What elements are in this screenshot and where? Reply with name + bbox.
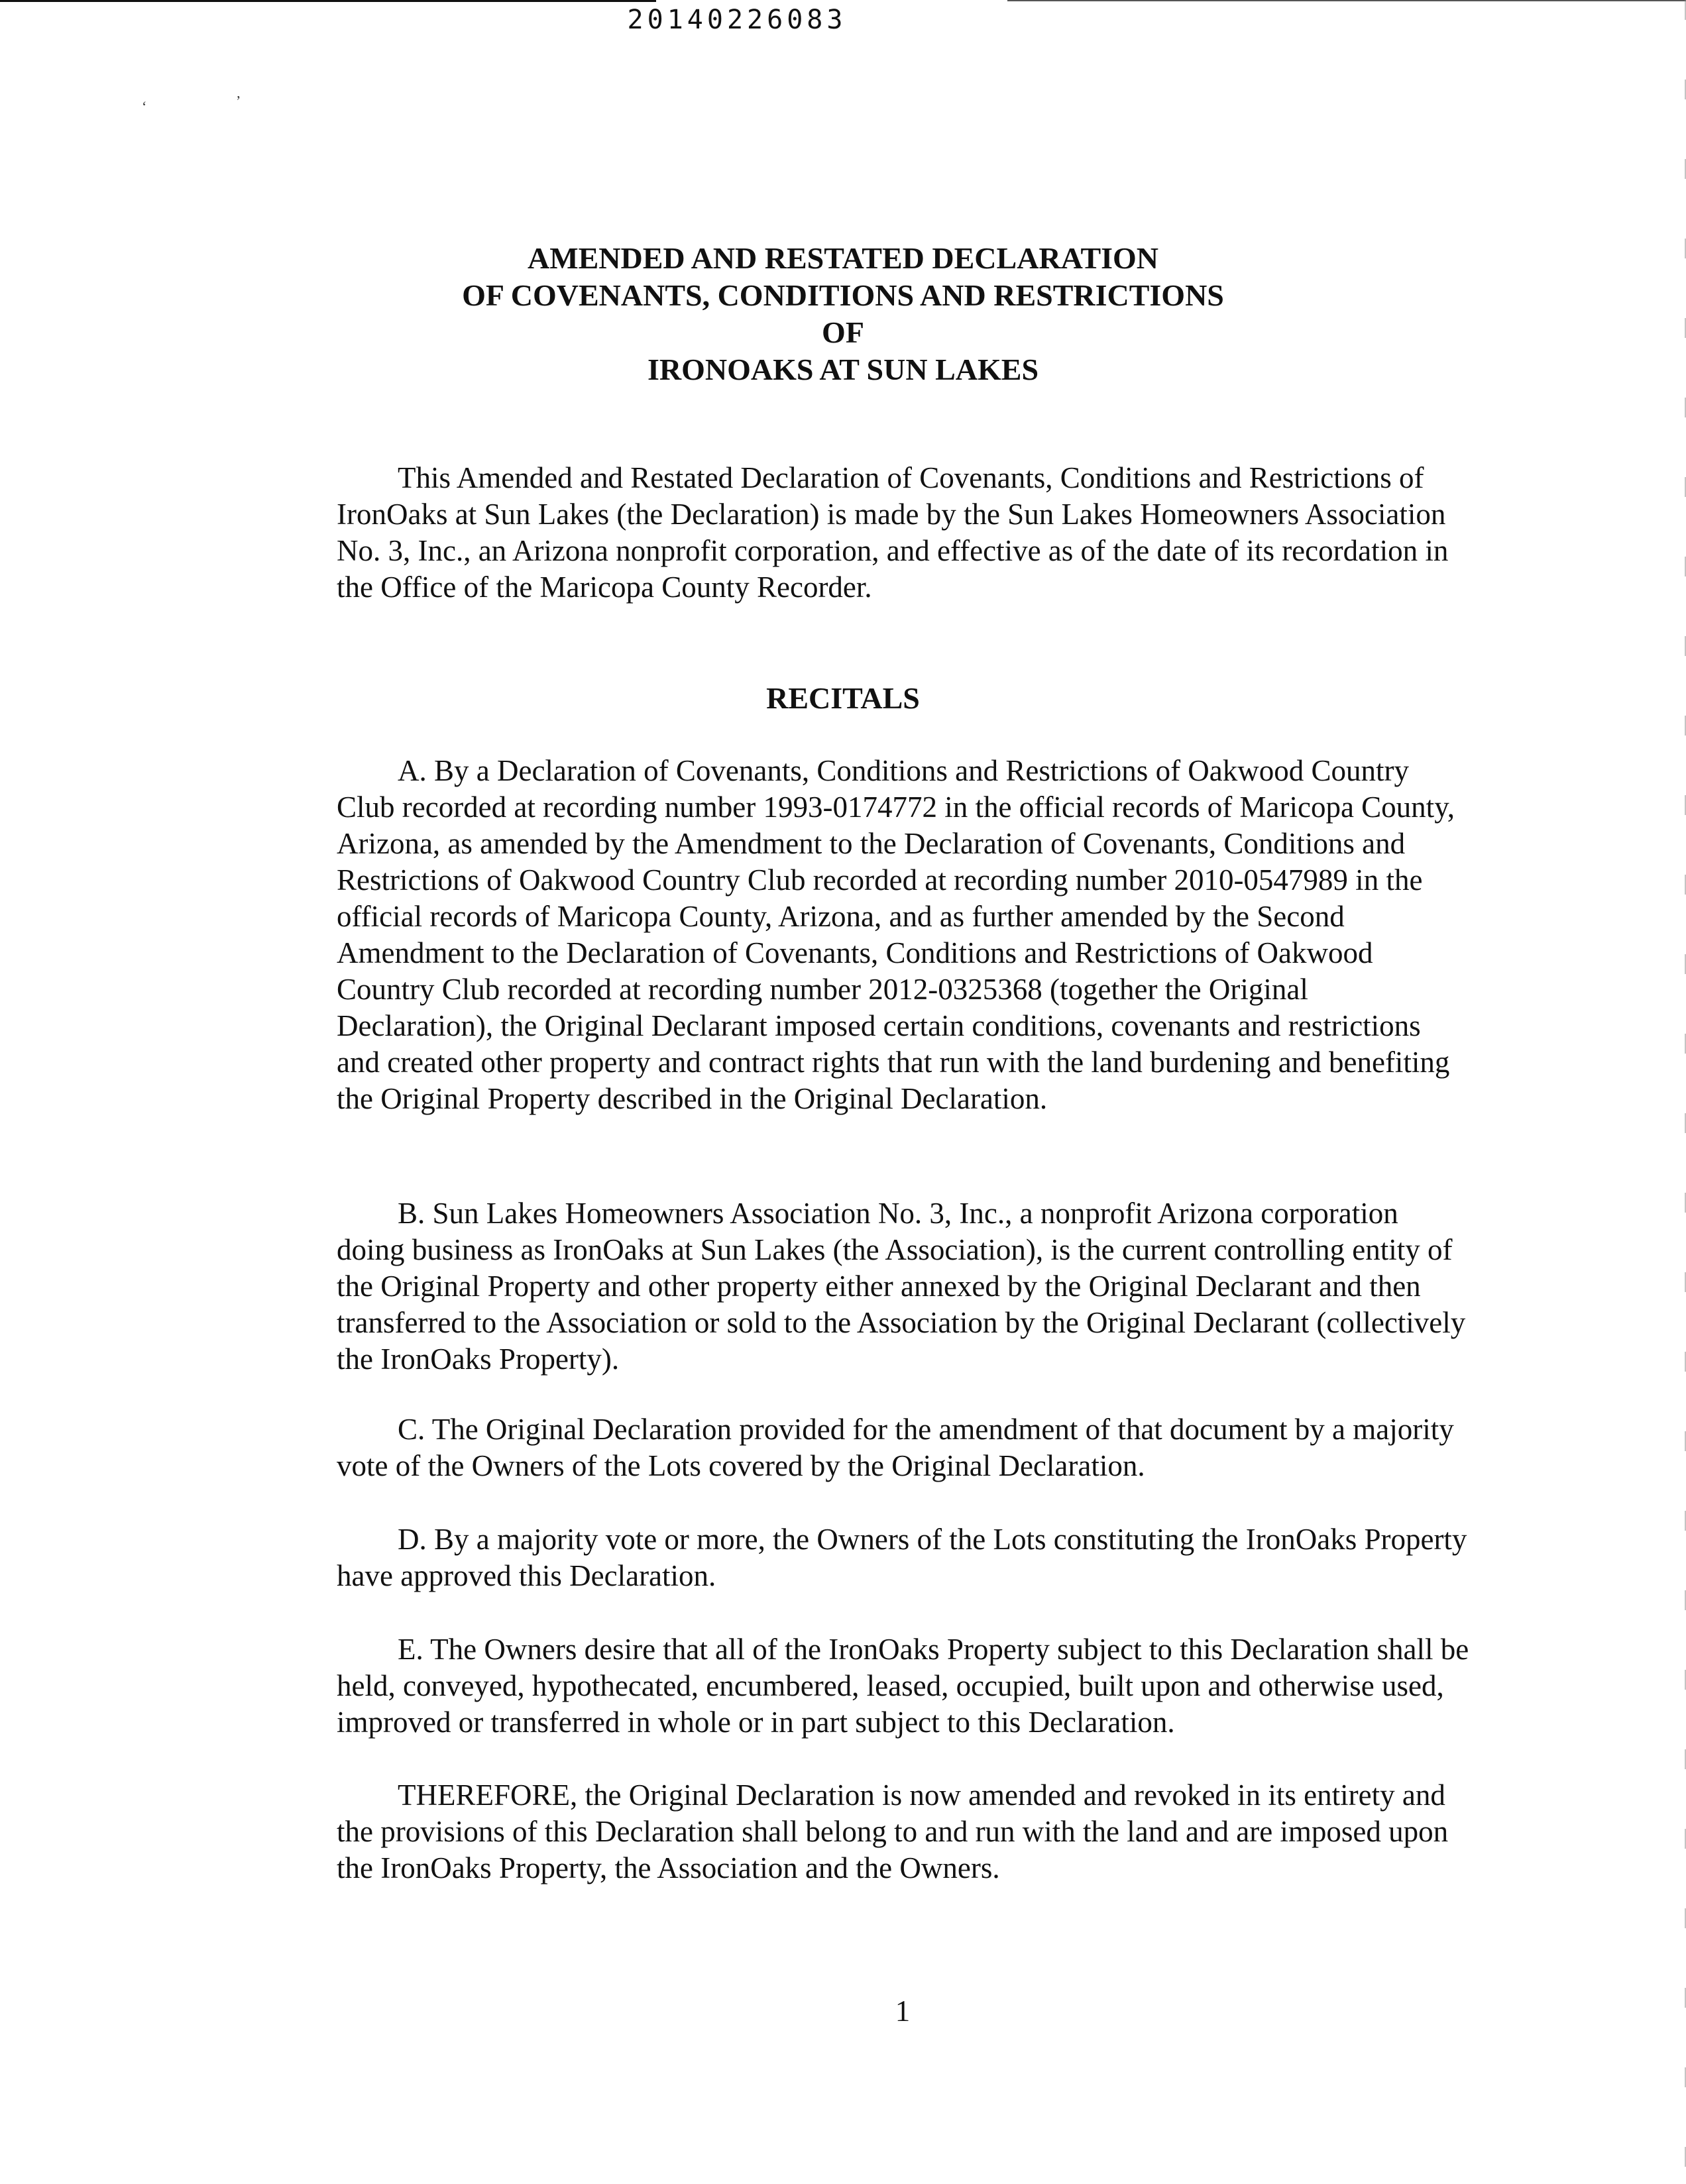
- title-line-2: OF COVENANTS, CONDITIONS AND RESTRICTIONS: [462, 278, 1224, 312]
- intro-paragraph-block: [337, 460, 1470, 606]
- scan-mark: ʼ: [236, 93, 241, 109]
- title-line-4: IRONOAKS AT SUN LAKES: [647, 353, 1039, 386]
- therefore-block: [337, 1777, 1470, 1886]
- recital-e-block: [337, 1631, 1470, 1741]
- recital-paragraph: D. By a majority vote or more, the Owners of the Lots constituting the IronOaks Property have approved this Declaration.: [337, 1523, 1467, 1592]
- page-number: 1: [895, 1994, 911, 2028]
- title-line-1: AMENDED AND RESTATED DECLARATION: [527, 241, 1159, 275]
- recitals-heading: RECITALS: [766, 681, 920, 715]
- recital-a-block: [337, 753, 1470, 1117]
- top-rule-left: [0, 0, 656, 2]
- therefore-paragraph: THEREFORE, the Original Declaration is now amended and revoked in its entirety and the provisions of this Declaration shall belong to and run with the land and are imposed upon the IronOaks Property, the Association and the Owners.: [337, 1778, 1449, 1884]
- title-line-3: OF: [822, 315, 864, 349]
- recital-paragraph: B. Sun Lakes Homeowners Association No. 3, Inc., a nonprofit Arizona corporation doing business as IronOaks at Sun Lakes (the Association), is the current controlling entity of the Original Property and other property either annexed by the Original Declarant and then transferred to the Association or sold to the Association by the Original Declarant (collectively the IronOaks Property).: [337, 1197, 1466, 1376]
- recording-number: 20140226083: [627, 5, 847, 35]
- recital-paragraph: A. By a Declaration of Covenants, Conditions and Restrictions of Oakwood Country Club recorded at recording number 1993-0174772 in the official records of Maricopa County, Arizona, as amended by the Amendment to the Declaration of Covenants, Conditions and Restrictions of Oakwood Country Club recorded at recording number 2010-0547989 in the official records of Maricopa County, Arizona, and as further amended by the Second Amendment to the Declaration of Covenants, Conditions and Restrictions of Oakwood Country Club recorded at recording number 2012-0325368 (together the Original Declaration), the Original Declarant imposed certain conditions, covenants and restrictions and created other property and contract rights that run with the land burdening and benefiting the Original Property described in the Original Declaration.: [337, 754, 1455, 1115]
- recital-paragraph: C. The Original Declaration provided for the amendment of that document by a majority vote of the Owners of the Lots covered by the Original Declaration.: [337, 1413, 1454, 1482]
- intro-paragraph: This Amended and Restated Declaration of Covenants, Conditions and Restrictions of IronOaks at Sun Lakes (the Declaration) is made by the Sun Lakes Homeowners Association No. 3, Inc., an Arizona nonprofit corporation, and effective as of the date of its recordation in the Office of the Maricopa County Recorder.: [337, 461, 1449, 604]
- scan-mark: ʻ: [142, 98, 147, 115]
- recital-b-block: [337, 1195, 1470, 1378]
- document-title: [0, 240, 1686, 388]
- recital-d-block: [337, 1521, 1470, 1594]
- top-rule-right: [1007, 0, 1686, 1]
- recital-c-block: [337, 1411, 1470, 1484]
- recital-paragraph: E. The Owners desire that all of the IronOaks Property subject to this Declaration shall be held, conveyed, hypothecated, encumbered, leased, occupied, built upon and otherwise used, improved or transferred in whole or in part subject to this Declaration.: [337, 1633, 1469, 1739]
